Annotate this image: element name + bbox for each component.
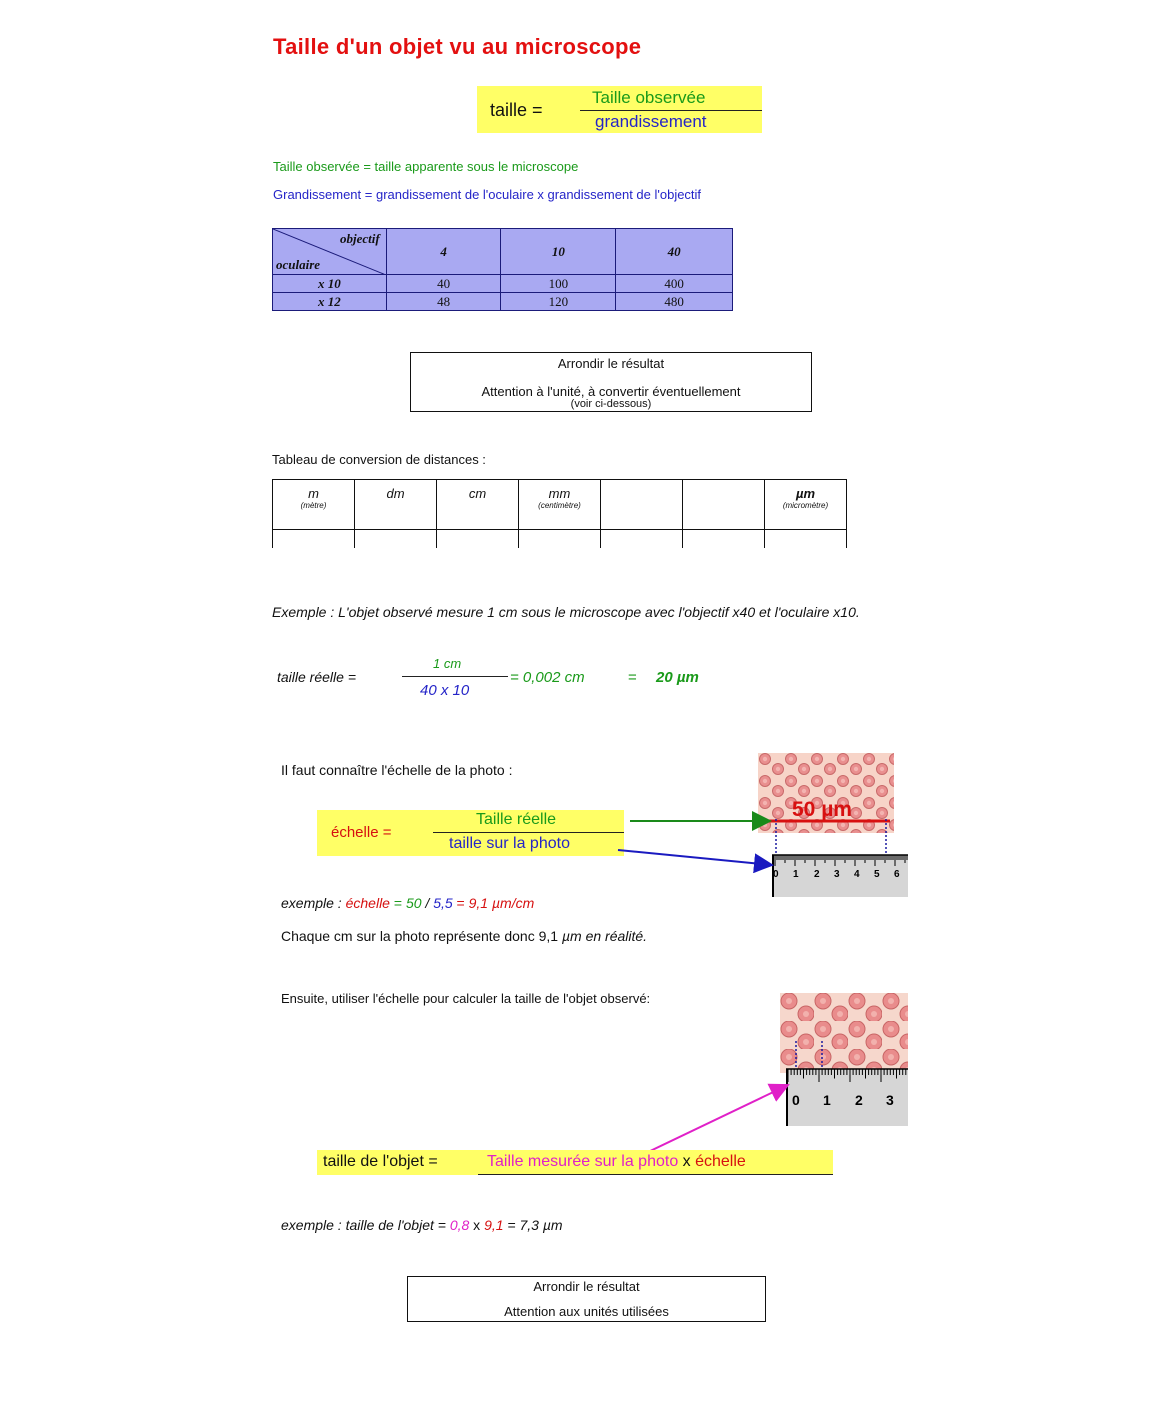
example-2-prefix: exemple :	[281, 895, 346, 911]
conv-col-empty-1	[601, 480, 683, 530]
arrows-echelle	[600, 800, 790, 880]
table-cell: 40	[386, 275, 501, 293]
example-1-result-cm: = 0,002 cm	[510, 669, 585, 686]
formula-echelle-fraction-line	[433, 832, 624, 833]
ruler-tick-label: 0	[773, 869, 779, 880]
table-cell: 48	[386, 293, 501, 311]
ruler-tick-label: 6	[894, 869, 900, 880]
example-1-denominator: 40 x 10	[420, 682, 470, 699]
table-corner-cell	[273, 229, 387, 275]
conv-col-um	[765, 480, 847, 530]
conv-unit: dm	[386, 486, 405, 501]
example-2-result: 9,1 µm/cm	[468, 895, 535, 911]
conv-col-m	[273, 480, 355, 530]
corner-label-objectif: objectif	[340, 231, 380, 246]
example-3	[281, 1217, 563, 1233]
example-1-lhs: taille réelle =	[277, 669, 356, 685]
example-1-result-um: 20 µm	[656, 669, 699, 686]
table-cell: 400	[616, 275, 733, 293]
table-cell: 480	[616, 293, 733, 311]
ruler-tick-label: 1	[823, 1092, 831, 1108]
sentence-plain: Chaque cm sur la photo représente donc 9,1	[281, 928, 562, 944]
conversion-table-title: Tableau de conversion de distances :	[272, 452, 486, 467]
col-header-objectif-40: 40	[616, 229, 733, 275]
formula-echelle-numerator: Taille réelle	[476, 811, 557, 828]
example-2-val-50: 50	[405, 895, 422, 911]
corner-label-oculaire: oculaire	[276, 257, 321, 272]
note-box-unites	[407, 1276, 766, 1322]
conv-sub: (mètre)	[300, 501, 327, 510]
ruler-tick-label: 3	[886, 1092, 894, 1108]
arrow-magenta	[640, 1075, 800, 1160]
example-3-prefix: exemple : taille de l'objet =	[281, 1217, 450, 1233]
conv-col-dm	[355, 480, 437, 530]
formula-taille-denominator: grandissement	[595, 112, 707, 131]
formula-taille-numerator: Taille observée	[592, 88, 706, 107]
conv-col-cm	[437, 480, 519, 530]
formula-objet-lhs: taille de l'objet =	[323, 1153, 438, 1170]
conv-unit: µm	[795, 486, 816, 501]
row-header-oculaire-12: x 12	[273, 293, 387, 311]
scale-label-50um: 50 µm	[792, 798, 852, 821]
example-2-slash: /	[421, 895, 434, 911]
conv-col-empty-2	[683, 480, 765, 530]
row-header-oculaire-10: x 10	[273, 275, 387, 293]
table-row	[273, 275, 733, 293]
conv-unit	[683, 480, 764, 486]
ruler-tick-label: 2	[855, 1092, 863, 1108]
table-cell: 100	[501, 275, 616, 293]
definition-taille-observee: Taille observée = taille apparente sous le microscope	[273, 159, 579, 174]
example-3-times: x	[469, 1217, 485, 1233]
formula-taille-objet	[317, 1150, 833, 1175]
example-1-fraction-line	[402, 676, 508, 677]
example-1-equals: =	[628, 669, 637, 686]
note-line-attention-unites: Attention aux unités utilisées	[504, 1304, 669, 1319]
arrow-blue	[618, 850, 772, 865]
example-2-eq2: =	[452, 895, 469, 911]
formula-taille-lhs: taille =	[490, 100, 543, 120]
ruler-tick-label: 4	[854, 869, 860, 880]
example-3-result: = 7,3 µm	[503, 1217, 563, 1233]
scale-intro: Il faut connaître l'échelle de la photo :	[281, 762, 513, 778]
formula-taille	[477, 86, 762, 133]
formula-objet-echelle: échelle	[695, 1153, 746, 1170]
formula-objet-underline	[478, 1174, 833, 1175]
note-line-arrondir: Arrondir le résultat	[533, 1279, 640, 1294]
example-2-echelle: échelle	[345, 895, 390, 911]
note-line-attention-unite: Attention à l'unité, à convertir éventuellement	[481, 384, 741, 399]
conv-unit: m	[308, 486, 319, 501]
conversion-table	[272, 479, 847, 548]
example-2-eq1: =	[389, 895, 406, 911]
note-line-arrondir: Arrondir le résultat	[557, 356, 665, 371]
sentence-chaque-cm	[281, 928, 647, 944]
formula-taille-fraction-line	[580, 110, 762, 111]
ruler-tick-label: 0	[792, 1092, 800, 1108]
ruler-tick-label: 1	[793, 869, 799, 880]
note-box-arrondir	[410, 352, 812, 412]
example-1-numerator: 1 cm	[433, 656, 462, 671]
conv-unit: mm	[548, 486, 571, 501]
formula-echelle-lhs: échelle =	[331, 824, 392, 841]
conv-unit	[601, 480, 682, 486]
formula-echelle-denominator: taille sur la photo	[449, 835, 570, 852]
example-2	[281, 895, 534, 911]
table-row	[273, 293, 733, 311]
conv-sub: (micromètre)	[782, 501, 829, 510]
ruler-tick-label: 5	[874, 869, 880, 880]
then-text: Ensuite, utiliser l'échelle pour calculer la taille de l'objet observé:	[281, 991, 651, 1006]
formula-objet-times: x	[678, 1153, 696, 1170]
note-line-voir: (voir ci-dessous)	[570, 398, 652, 410]
page-title: Taille d'un objet vu au microscope	[273, 34, 642, 59]
ruler-tick-label: 2	[814, 869, 820, 880]
grandissement-table	[272, 228, 733, 311]
example-3-val-91: 9,1	[484, 1217, 504, 1233]
example-1-text: Exemple : L'objet observé mesure 1 cm sous le microscope avec l'objectif x40 et l'oculaire x10.	[272, 604, 860, 620]
conv-sub: (centimètre)	[538, 501, 581, 510]
col-header-objectif-10: 10	[501, 229, 616, 275]
example-3-val-08: 0,8	[449, 1217, 470, 1233]
sentence-italic: µm en réalité.	[561, 928, 648, 944]
col-header-objectif-4: 4	[386, 229, 501, 275]
ruler-tick-label: 3	[834, 869, 840, 880]
conv-col-mm	[519, 480, 601, 530]
formula-objet-mesuree: Taille mesurée sur la photo	[487, 1153, 679, 1170]
conv-unit: cm	[468, 486, 487, 501]
formula-objet-rhs	[487, 1153, 746, 1171]
definition-grandissement: Grandissement = grandissement de l'oculaire x grandissement de l'objectif	[273, 187, 702, 202]
formula-echelle	[317, 810, 624, 856]
table-cell: 120	[501, 293, 616, 311]
example-2-val-55: 5,5	[433, 895, 453, 911]
